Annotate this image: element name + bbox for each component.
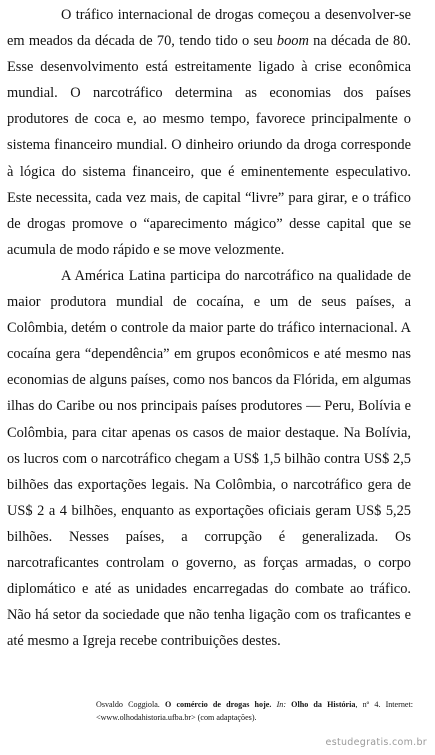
citation-publication: Olho da História xyxy=(291,700,356,709)
paragraph-1-text-end: na década de 80. Esse desenvolvimento está estreitamente ligado à crise econômica mundial. O narcotráfico determina as economias dos países produtores de coca e, ao mesmo tempo, favorece principalmente o sistema financeiro mundial. O dinheiro oriundo da droga corresponde à lógica do sistema financeiro, que é eminentemente especulativo. Este necessita, cada vez mais, de capital “livre” para girar, e o tráfico de drogas promove o “aparecimento mágico” desse capital que se acumula de modo rápido e se move velozmente. xyxy=(7,33,411,258)
boom-italic-word: boom xyxy=(276,33,309,50)
citation-author: Osvaldo Coggiola. xyxy=(96,700,160,709)
citation-details: , nº 4. Internet: <www.olhodahistoria.ufba.br> (com adaptações). xyxy=(96,700,413,722)
paragraph-2: A América Latina participa do narcotráfico na qualidade de maior produtora mundial de cocaína, e um de seus países, a Colômbia, detém o controle da maior parte do tráfico internacional. A cocaína gera “dependência” em grupos econômicos e até mesmo nas economias de alguns países, como nos bancos da Flórida, em algumas ilhas do Caribe ou nos principais países produtores — Peru, Bolívia e Colômbia, para citar apenas os casos de maior destaque. Na Bolívia, os lucros com o narcotráfico chegam a US$ 1,5 bilhão contra US$ 2,5 bilhões das exportações legais. Na Colômbia, o narcotráfico gera de US$ 2 a 4 bilhões, enquanto as exportações oficiais geram US$ 5,25 bilhões. Nesses países, a corrupção é generalizada. Os narcotraficantes controlam o governo, as forças armadas, o corpo diplomático e até as unidades encarregadas do combate ao tráfico. Não há setor da sociedade que não tenha ligação com os traficantes e até mesmo a Igreja recebe contribuições destes. xyxy=(7,267,411,650)
watermark: estudegratis.com.br xyxy=(325,737,427,748)
paragraph-1 xyxy=(7,2,411,263)
article-text xyxy=(7,2,411,654)
citation-in-label: In: xyxy=(276,700,287,709)
citation-title: O comércio de drogas hoje. xyxy=(165,700,272,709)
source-citation xyxy=(96,698,413,724)
paragraph-1-text-start: O tráfico internacional de drogas começou a desenvolver-se em meados da década de 70, tendo tido o seu xyxy=(7,7,411,50)
